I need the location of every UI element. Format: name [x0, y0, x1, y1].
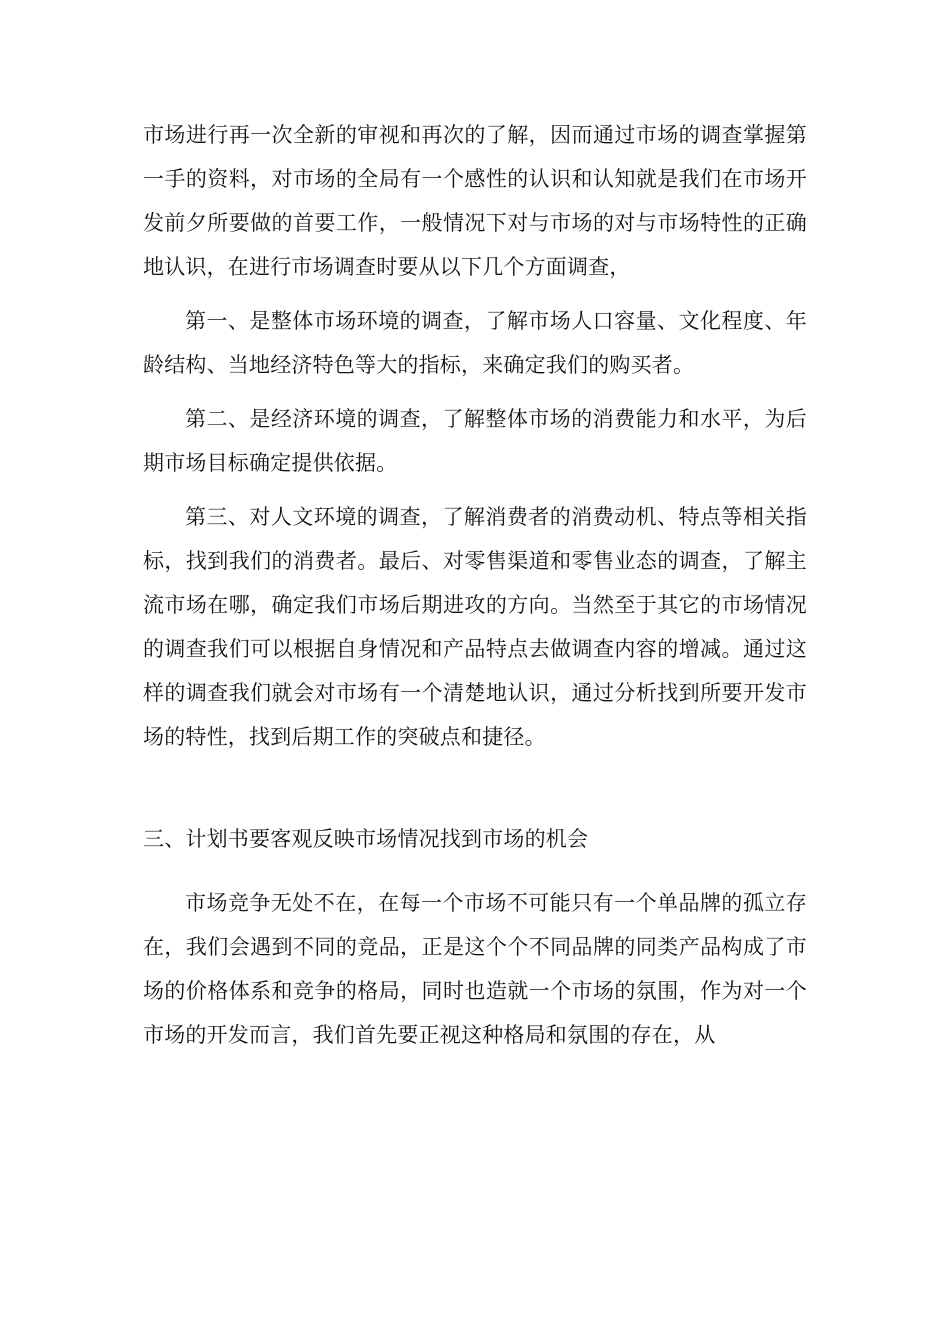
- paragraph-third-survey: 第三、对人文环境的调查，了解消费者的消费动机、特点等相关指标，找到我们的消费者。最后、对零售渠道和零售业态的调查，了解主流市场在哪，确定我们市场后期进攻的方向。当然至于其它的市场情况的调查我们可以根据自身情况和产品特点去做调查内容的增减。通过这样的调查我们就会对市场有一个清楚地认识，通过分析找到所要开发市场的特性，找到后期工作的突破点和捷径。: [143, 505, 807, 749]
- paragraph-continuation: 市场进行再一次全新的审视和再次的了解，因而通过市场的调查掌握第一手的资料，对市场的全局有一个感性的认识和认知就是我们在市场开发前夕所要做的首要工作，一般情况下对与市场的对与市场特性的正确地认识，在进行市场调查时要从以下几个方面调查，: [143, 123, 807, 279]
- paragraph-second-survey: 第二、是经济环境的调查，了解整体市场的消费能力和水平，为后期市场目标确定提供依据。: [143, 407, 807, 475]
- paragraph-competition: 市场竞争无处不在，在每一个市场不可能只有一个单品牌的孤立存在，我们会遇到不同的竞品，正是这个个不同品牌的同类产品构成了市场的价格体系和竞争的格局，同时也造就一个市场的氛围，作为对一个市场的开发而言，我们首先要正视这种格局和氛围的存在，从: [143, 891, 807, 1047]
- document-body: [143, 113, 807, 1057]
- paragraph-first-survey: 第一、是整体市场环境的调查，了解市场人口容量、文化程度、年龄结构、当地经济特色等大的指标，来确定我们的购买者。: [143, 309, 807, 377]
- section-heading: 三、计划书要客观反映市场情况找到市场的机会: [143, 827, 589, 851]
